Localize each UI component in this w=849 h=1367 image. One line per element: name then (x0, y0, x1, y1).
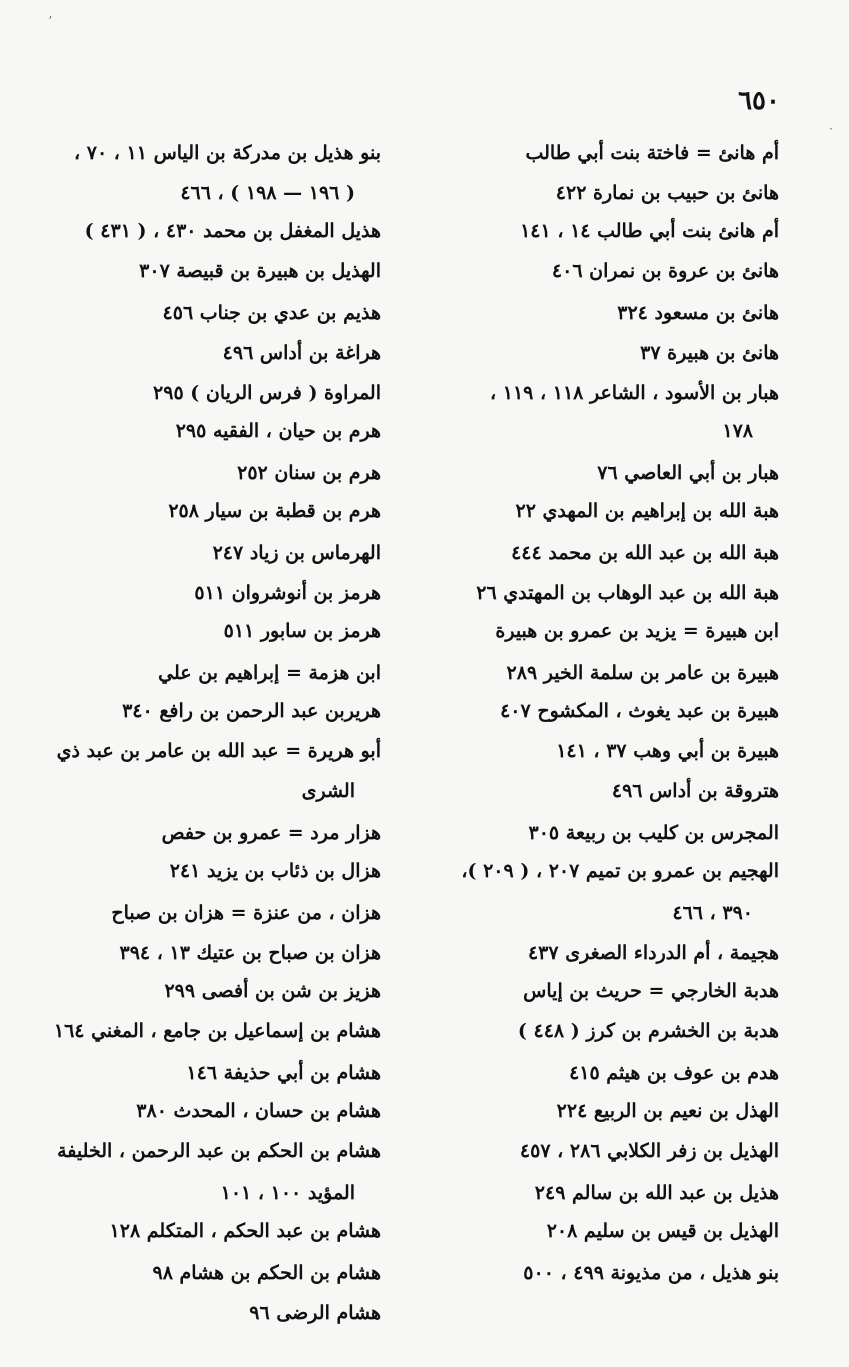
index-entry: هزيز بن شن بن أفصى ٢٩٩ (164, 980, 381, 1002)
index-entry: هانئ بن حبيب بن نمارة ٤٢٢ (555, 182, 779, 204)
index-entry: هبيرة بن عامر بن سلمة الخير ٢٨٩ (506, 662, 779, 684)
index-entry: هذيل المغفل بن محمد ٤٣٠ ، ( ٤٣١ ) (84, 220, 381, 242)
index-entry: الهذيل بن زفر الكلابي ٢٨٦ ، ٤٥٧ (519, 1140, 779, 1162)
index-entry: هدبة الخارجي = حريث بن إياس (523, 980, 779, 1002)
index-entry: الهرماس بن زياد ٢٤٧ (212, 542, 381, 564)
index-entry: هشام الرضى ٩٦ (249, 1302, 381, 1324)
index-entry: بنو هذيل ، من مذيونة ٤٩٩ ، ٥٠٠ (523, 1262, 779, 1284)
index-entry: هشام بن الحكم بن عبد الرحمن ، الخليفة (57, 1140, 381, 1162)
index-entry: هانئ بن مسعود ٣٢٤ (617, 302, 779, 324)
index-entry: ابن هبيرة = يزيد بن عمرو بن هبيرة (495, 620, 779, 642)
index-entry: هدبة بن الخشرم بن كرز ( ٤٤٨ ) (517, 1020, 779, 1042)
index-entry: الهذيل بن قيس بن سليم ٢٠٨ (546, 1220, 779, 1242)
index-entry: الهجيم بن عمرو بن تميم ٢٠٧ ، ( ٢٠٩ )، (461, 860, 779, 882)
index-entry: هشام بن إسماعيل بن جامع ، المغني ١٦٤ (53, 1020, 381, 1042)
index-entry: هشام بن عبد الحكم ، المتكلم ١٢٨ (109, 1220, 381, 1242)
index-entry: أم هانئ بنت أبي طالب ١٤ ، ١٤١ (520, 220, 779, 242)
index-entry: هرمز بن سابور ٥١١ (223, 620, 381, 642)
index-entry: ( ١٩٦ — ١٩٨ ) ، ٤٦٦ (180, 182, 355, 204)
index-entry: الشرى (301, 780, 355, 802)
index-entry: ١٧٨ (722, 420, 753, 442)
index-entry: هجيمة ، أم الدرداء الصغرى ٤٣٧ (527, 942, 779, 964)
index-entry: المؤيد ١٠٠ ، ١٠١ (220, 1182, 355, 1204)
index-entry: هذيم بن عدي بن جناب ٤٥٦ (162, 302, 381, 324)
index-entry: المجرس بن كليب بن ربيعة ٣٠٥ (528, 822, 779, 844)
index-entry: هراغة بن أداس ٤٩٦ (222, 342, 381, 364)
index-entry: أم هانئ = فاختة بنت أبي طالب (525, 142, 779, 164)
stray-mark-right: · (829, 122, 833, 136)
page-number: ٦٥٠ (738, 86, 780, 116)
index-entry: هزان بن صباح بن عتيك ١٣ ، ٣٩٤ (119, 942, 381, 964)
index-entry: هشام بن أبي حذيفة ١٤٦ (186, 1062, 381, 1084)
index-entry: هشام بن الحكم بن هشام ٩٨ (152, 1262, 381, 1284)
index-entry: المراوة ( فرس الريان ) ٢٩٥ (153, 382, 381, 404)
index-entry: الهذل بن نعيم بن الربيع ٢٢٤ (556, 1100, 779, 1122)
index-entry: هبار بن أبي العاصي ٧٦ (597, 462, 779, 484)
index-entry: هدم بن عوف بن هيثم ٤١٥ (569, 1062, 779, 1084)
index-entry: هبة الله بن عبد الوهاب بن المهتدي ٢٦ (476, 582, 779, 604)
index-entry: ٣٩٠ ، ٤٦٦ (672, 902, 753, 924)
index-entry: هريربن عبد الرحمن بن رافع ٣٤٠ (122, 700, 381, 722)
index-entry: هرم بن قطبة بن سيار ٢٥٨ (168, 500, 381, 522)
index-entry: هشام بن حسان ، المحدث ٣٨٠ (136, 1100, 381, 1122)
index-entry: هبيرة بن عبد يغوث ، المكشوح ٤٠٧ (500, 700, 779, 722)
stray-mark: ʼ (48, 14, 52, 28)
index-entry: هرمز بن أنوشروان ٥١١ (194, 582, 381, 604)
index-entry: هبة الله بن إبراهيم بن المهدي ٢٢ (515, 500, 779, 522)
index-entry: هرم بن سنان ٢٥٢ (237, 462, 381, 484)
index-entry: بنو هذيل بن مدركة بن الياس ١١ ، ٧٠ ، (73, 142, 381, 164)
index-entry: هبار بن الأسود ، الشاعر ١١٨ ، ١١٩ ، (490, 382, 779, 404)
index-entry: هانئ بن هبيرة ٣٧ (640, 342, 779, 364)
index-entry: هزار مرد = عمرو بن حفص (161, 822, 381, 844)
index-entry: ابن هزمة = إبراهيم بن علي (158, 662, 381, 684)
index-entry: أبو هريرة = عبد الله بن عامر بن عبد ذي (56, 740, 381, 762)
index-entry: هبيرة بن أبي وهب ٣٧ ، ١٤١ (556, 740, 779, 762)
index-entry: هزان ، من عنزة = هزان بن صباح (111, 902, 381, 924)
index-entry: هزال بن ذئاب بن يزيد ٢٤١ (169, 860, 381, 882)
index-entry: الهذيل بن هبيرة بن قبيصة ٣٠٧ (139, 260, 381, 282)
index-entry: هانئ بن عروة بن نمران ٤٠٦ (551, 260, 779, 282)
index-entry: هتروقة بن أداس ٤٩٦ (611, 780, 779, 802)
index-entry: هذيل بن عبد الله بن سالم ٢٤٩ (534, 1182, 779, 1204)
index-entry: هرم بن حيان ، الفقيه ٢٩٥ (175, 420, 381, 442)
index-entry: هبة الله بن عبد الله بن محمد ٤٤٤ (511, 542, 779, 564)
